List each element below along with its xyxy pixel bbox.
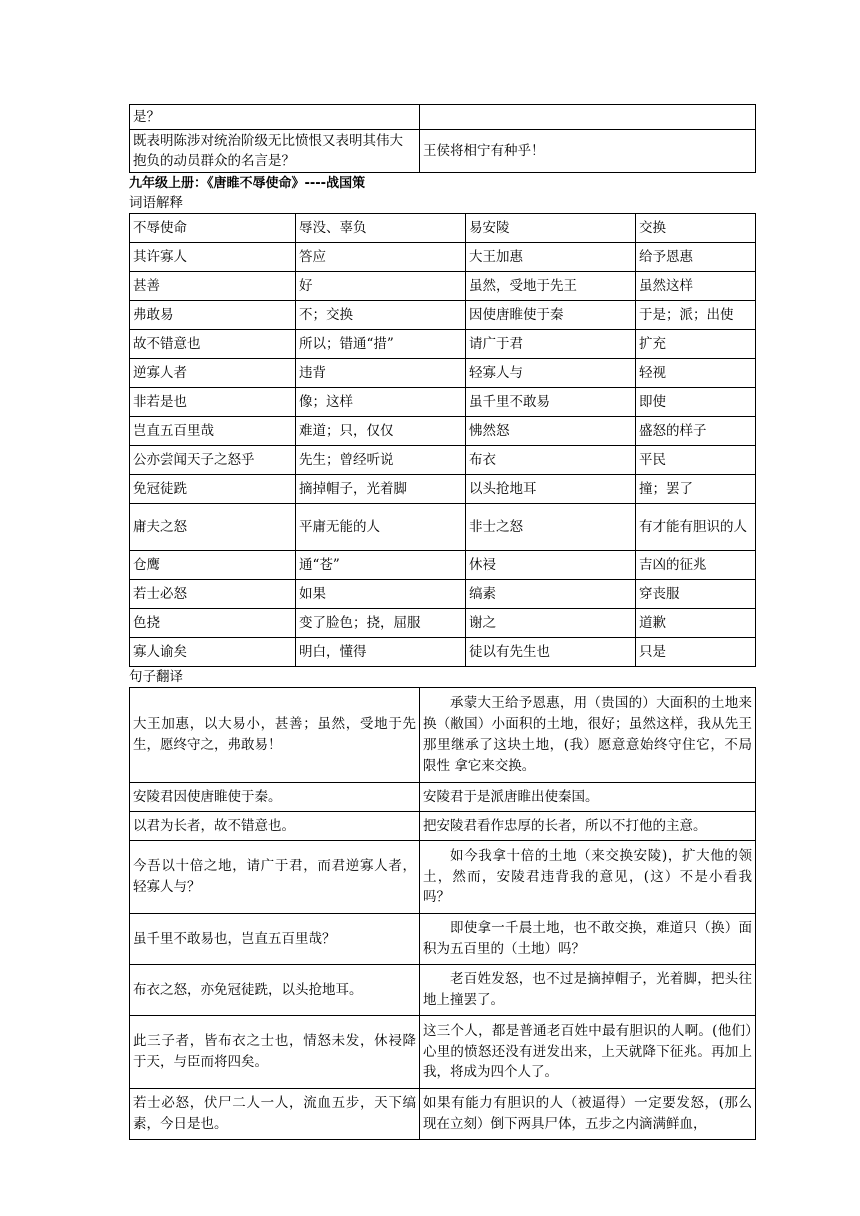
translation-label: 句子翻译 [129, 669, 183, 685]
vocab-meaning: 所以；错通“措” [296, 330, 466, 359]
vocab-row [130, 638, 756, 667]
vocab-row [130, 388, 756, 417]
vocab-table [129, 213, 756, 667]
vocab-term: 仓鹰 [130, 551, 296, 580]
previous-qa-table [129, 104, 756, 173]
translated-sentence: 即使拿一千晨土地，也不敢交换，难道只（换）面积为五百里的（土地）吗？ [420, 914, 756, 965]
table-row [130, 105, 756, 130]
vocab-meaning: 不；交换 [296, 301, 466, 330]
source-sentence: 大王加惠，以大易小，甚善；虽然，受地于先生，愿终守之，弗敢易！ [130, 688, 420, 783]
vocab-row [130, 272, 756, 301]
section-title: 九年级上册：《唐睢不辱使命》----战国策 [129, 176, 366, 191]
vocab-meaning: 变了脸色；挠，屈服 [296, 609, 466, 638]
vocab-meaning: 通“苍” [296, 551, 466, 580]
vocab-meaning: 吉凶的征兆 [636, 551, 756, 580]
vocab-term: 布衣 [466, 446, 636, 475]
translated-sentence: 承蒙大王给予恩惠，用（贵国的）大面积的土地来换（敝国）小面积的土地，很好；虽然这样，我从先王那里继承了这块土地，(我）愿意意始终守住它，不局限性 拿它来交换。 [420, 688, 756, 783]
question-cell: 既表明陈涉对统治阶级无比愤恨又表明其伟大抱负的动员群众的名言是？ [130, 130, 420, 173]
vocab-term: 缟素 [466, 580, 636, 609]
translated-sentence: 老百姓发怒，也不过是摘掉帽子，光着脚，把头往地上撞罢了。 [420, 965, 756, 1016]
source-sentence: 虽千里不敢易也，岂直五百里哉？ [130, 914, 420, 965]
vocab-label: 词语解释 [129, 195, 183, 211]
vocab-term: 怫然怒 [466, 417, 636, 446]
translated-sentence: 把安陵君看作忠厚的长者，所以不打他的主意。 [420, 812, 756, 841]
vocab-term: 不辱使命 [130, 214, 296, 243]
translated-sentence: 如今我拿十倍的土地（来交换安陵)，扩大他的领土，然而，安陵君违背我的意见，(这）不是小看我吗？ [420, 841, 756, 914]
vocab-meaning: 虽然这样 [636, 272, 756, 301]
translated-sentence: 安陵君于是派唐睢出使秦国。 [420, 783, 756, 812]
vocab-row [130, 330, 756, 359]
vocab-term: 虽然，受地于先王 [466, 272, 636, 301]
vocab-term: 休祲 [466, 551, 636, 580]
vocab-row [130, 417, 756, 446]
translation-row [130, 783, 756, 812]
vocab-term: 以头抢地耳 [466, 475, 636, 504]
vocab-term: 虽千里不敢易 [466, 388, 636, 417]
vocab-meaning: 于是；派；出使 [636, 301, 756, 330]
answer-cell: 王侯将相宁有种乎！ [420, 130, 756, 173]
vocab-meaning: 好 [296, 272, 466, 301]
source-sentence: 今吾以十倍之地，请广于君，而君逆寡人者，轻寡人与？ [130, 841, 420, 914]
vocab-meaning: 给予恩惠 [636, 243, 756, 272]
table-row [130, 130, 756, 173]
vocab-term: 庸夫之怒 [130, 504, 296, 551]
vocab-meaning: 有才能有胆识的人 [636, 504, 756, 551]
vocab-term: 弗敢易 [130, 301, 296, 330]
translation-row [130, 841, 756, 914]
vocab-term: 甚善 [130, 272, 296, 301]
translated-sentence: 如果有能力有胆识的人（被逼得）一定要发怒，(那么现在立刻）倒下两具尸体，五步之内滴满鲜血， [420, 1089, 756, 1140]
translation-table [129, 687, 756, 1140]
vocab-term: 逆寡人者 [130, 359, 296, 388]
vocab-meaning: 违背 [296, 359, 466, 388]
answer-cell [420, 105, 756, 130]
source-sentence: 以君为长者，故不错意也。 [130, 812, 420, 841]
vocab-meaning: 明白，懂得 [296, 638, 466, 667]
vocab-meaning: 即使 [636, 388, 756, 417]
vocab-term: 故不错意也 [130, 330, 296, 359]
vocab-row [130, 504, 756, 551]
vocab-meaning: 只是 [636, 638, 756, 667]
vocab-row [130, 551, 756, 580]
vocab-meaning: 难道；只，仅仅 [296, 417, 466, 446]
vocab-row [130, 446, 756, 475]
source-sentence: 若士必怒，伏尸二人一人，流血五步，天下缟素，今日是也。 [130, 1089, 420, 1140]
vocab-term: 易安陵 [466, 214, 636, 243]
vocab-meaning: 交换 [636, 214, 756, 243]
vocab-row [130, 301, 756, 330]
source-sentence: 安陵君因使唐睢使于秦。 [130, 783, 420, 812]
vocab-term: 大王加惠 [466, 243, 636, 272]
document-page [129, 104, 755, 1140]
vocab-meaning: 答应 [296, 243, 466, 272]
vocab-term: 请广于君 [466, 330, 636, 359]
vocab-term: 非士之怒 [466, 504, 636, 551]
vocab-term: 谢之 [466, 609, 636, 638]
question-cell: 是？ [130, 105, 420, 130]
vocab-term: 寡人谕矣 [130, 638, 296, 667]
vocab-row [130, 475, 756, 504]
translation-row [130, 688, 756, 783]
vocab-meaning: 摘掉帽子，光着脚 [296, 475, 466, 504]
vocab-term: 轻寡人与 [466, 359, 636, 388]
vocab-row [130, 359, 756, 388]
vocab-term: 岂直五百里哉 [130, 417, 296, 446]
vocab-meaning: 撞；罢了 [636, 475, 756, 504]
vocab-meaning: 轻视 [636, 359, 756, 388]
vocab-meaning: 道歉 [636, 609, 756, 638]
vocab-meaning: 穿丧服 [636, 580, 756, 609]
vocab-meaning: 盛怒的样子 [636, 417, 756, 446]
translation-row [130, 812, 756, 841]
translation-row [130, 1016, 756, 1089]
vocab-meaning: 先生；曾经听说 [296, 446, 466, 475]
vocab-row [130, 243, 756, 272]
vocab-row [130, 609, 756, 638]
translation-row [130, 914, 756, 965]
vocab-term: 若士必怒 [130, 580, 296, 609]
vocab-term: 公亦尝闻天子之怒乎 [130, 446, 296, 475]
vocab-row [130, 214, 756, 243]
vocab-term: 免冠徒跣 [130, 475, 296, 504]
vocab-term: 其许寡人 [130, 243, 296, 272]
vocab-meaning: 辱没、辜负 [296, 214, 466, 243]
vocab-row [130, 580, 756, 609]
vocab-meaning: 平庸无能的人 [296, 504, 466, 551]
vocab-meaning: 扩充 [636, 330, 756, 359]
vocab-term: 徒以有先生也 [466, 638, 636, 667]
vocab-term: 非若是也 [130, 388, 296, 417]
vocab-meaning: 如果 [296, 580, 466, 609]
vocab-term: 色挠 [130, 609, 296, 638]
source-sentence: 布衣之怒，亦免冠徒跣，以头抢地耳。 [130, 965, 420, 1016]
vocab-meaning: 像；这样 [296, 388, 466, 417]
source-sentence: 此三子者，皆布衣之士也，情怒未发，休祲降于天，与臣而将四矣。 [130, 1016, 420, 1089]
translated-sentence: 这三个人，都是普通老百姓中最有胆识的人啊。(他们）心里的愤怒还没有迸发出来，上天就降下征兆。再加上我，将成为四个人了。 [420, 1016, 756, 1089]
vocab-meaning: 平民 [636, 446, 756, 475]
translation-row [130, 965, 756, 1016]
vocab-term: 因使唐睢使于秦 [466, 301, 636, 330]
translation-row [130, 1089, 756, 1140]
